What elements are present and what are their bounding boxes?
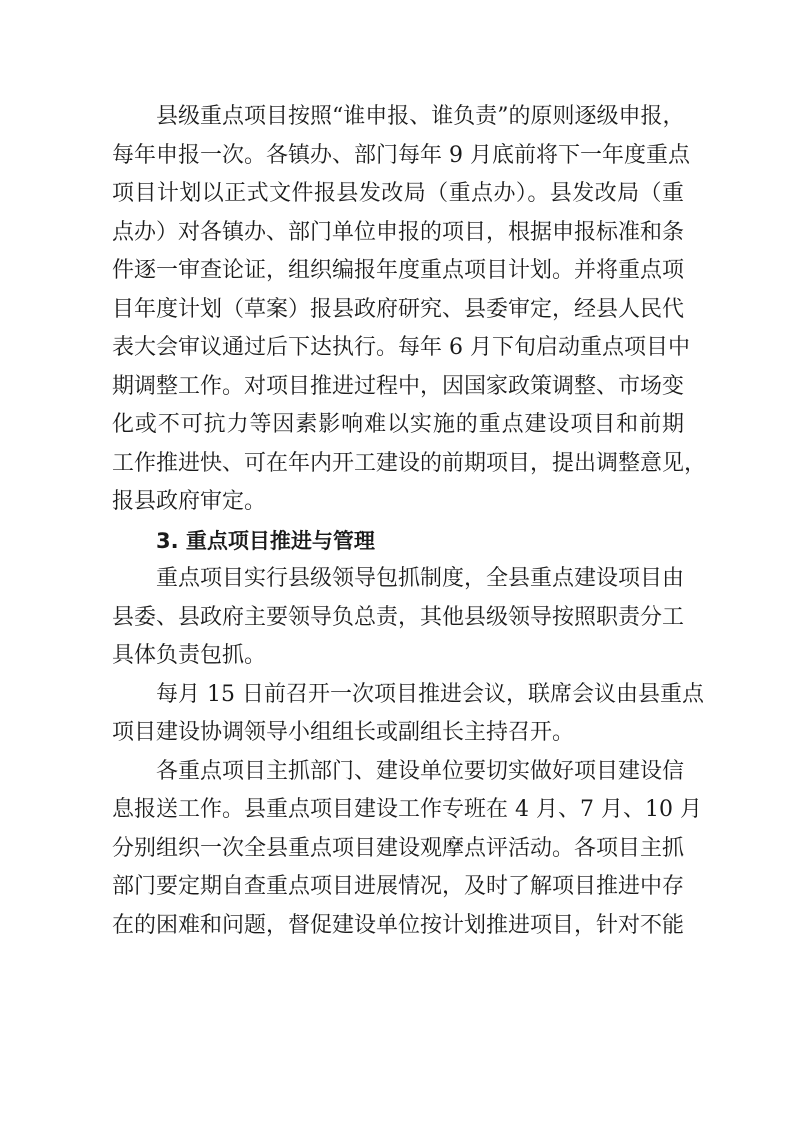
text-line: 在的困难和问题，督促建设单位按计划推进项目，针对不能 — [112, 912, 685, 938]
text-line: 点办）对各镇办、部门单位申报的项目，根据申报标准和条 — [112, 219, 685, 245]
text-line: 重点项目实行县级领导包抓制度，全县重点建设项目由 — [156, 566, 685, 591]
text-line: 每年申报一次。各镇办、部门每年 9 月底前将下一年度重点 — [112, 142, 690, 168]
section-heading: 3. 重点项目推进与管理 — [156, 528, 375, 553]
text-line: 件逐一审查论证，组织编报年度重点项目计划。并将重点项 — [112, 258, 685, 283]
paragraph-monthly-meeting — [112, 676, 704, 753]
text-line: 具体负责包抓。 — [112, 643, 267, 668]
text-line: 报县政府审定。 — [112, 489, 267, 514]
text-line: 期调整工作。对项目推进过程中，因国家政策调整、市场变 — [112, 373, 685, 399]
text-line: 工作推进快、可在年内开工建设的前期项目，提出调整意见， — [112, 450, 707, 476]
document-page — [112, 98, 707, 945]
text-line: 项目建设协调领导小组组长或副组长主持召开。 — [112, 720, 575, 745]
paragraph-leadership — [112, 560, 684, 676]
paragraph-project-application — [112, 98, 707, 522]
text-line: 县委、县政府主要领导负总责，其他县级领导按照职责分工 — [112, 604, 685, 630]
text-line: 县级重点项目按照“谁申报、谁负责”的原则逐级申报， — [156, 104, 685, 129]
text-line: 化或不可抗力等因素影响难以实施的重点建设项目和前期 — [112, 412, 684, 437]
text-line: 息报送工作。县重点项目建设工作专班在 4 月、7 月、10 月 — [112, 797, 702, 822]
text-line: 项目计划以正式文件报县发改局（重点办）。县发改局（重 — [112, 181, 684, 206]
paragraph-reporting — [112, 753, 702, 946]
text-line: 各重点项目主抓部门、建设单位要切实做好项目建设信 — [156, 758, 685, 784]
text-line: 每月 15 日前召开一次项目推进会议，联席会议由县重点 — [156, 681, 704, 707]
text-line: 分别组织一次全县重点项目建设观摩点评活动。各项目主抓 — [112, 835, 685, 861]
text-line: 部门要定期自查重点项目进展情况，及时了解项目推进中存 — [112, 874, 685, 899]
text-line: 目年度计划（草案）报县政府研究、县委审定，经县人民代 — [112, 296, 685, 322]
text-line: 表大会审议通过后下达执行。每年 6 月下旬启动重点项目中 — [112, 335, 690, 360]
